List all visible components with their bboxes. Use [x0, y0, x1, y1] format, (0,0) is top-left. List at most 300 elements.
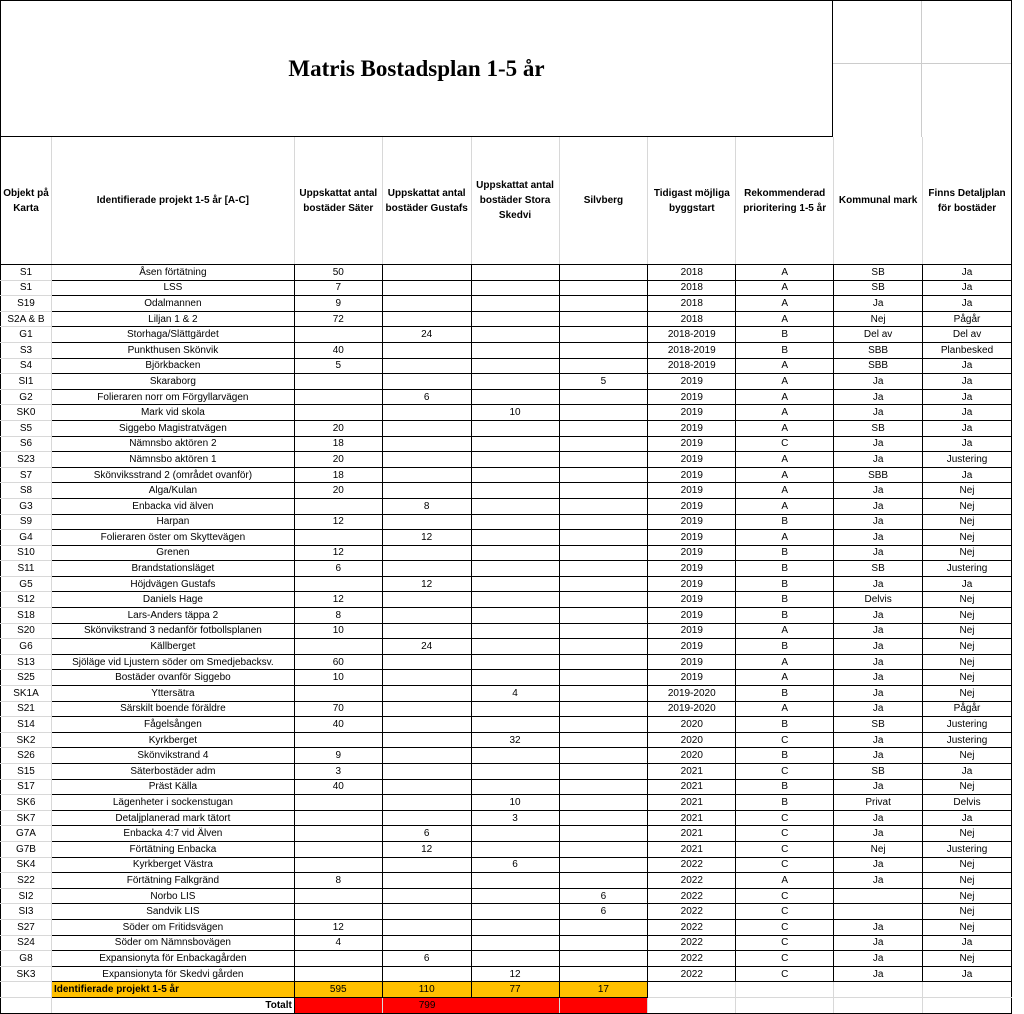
table-cell: [559, 826, 648, 842]
table-cell: [471, 608, 559, 624]
table-cell: [294, 951, 382, 967]
table-cell: Pågår: [923, 311, 1012, 327]
table-cell: Nej: [923, 888, 1012, 904]
table-cell: B: [736, 342, 834, 358]
table-cell: Nej: [923, 951, 1012, 967]
table-cell: Skönvikstrand 3 nedanför fotbollsplanen: [51, 623, 294, 639]
table-cell: [294, 405, 382, 421]
table-row: [1, 530, 1012, 546]
table-cell: [471, 592, 559, 608]
table-cell: Harpan: [51, 514, 294, 530]
table-row: [1, 311, 1012, 327]
table-cell: 2019-2020: [648, 701, 736, 717]
table-cell: [382, 545, 471, 561]
table-cell: [1, 982, 52, 998]
table-cell: Daniels Hage: [51, 592, 294, 608]
table-cell: Säterbostäder adm: [51, 764, 294, 780]
table-cell: B: [736, 686, 834, 702]
table-cell: [559, 857, 648, 873]
table-cell: Storhaga/Slättgärdet: [51, 327, 294, 343]
table-cell: A: [736, 374, 834, 390]
table-cell: C: [736, 904, 834, 920]
table-cell: S1: [1, 280, 52, 296]
table-cell: [294, 576, 382, 592]
table-row: [1, 795, 1012, 811]
table-cell: Norbo LIS: [51, 888, 294, 904]
table-cell: [382, 342, 471, 358]
table-row: [1, 374, 1012, 390]
header-cell: Uppskattat antal bostäder Stora Skedvi: [471, 137, 559, 265]
table-cell: 2018-2019: [648, 342, 736, 358]
table-cell: [559, 810, 648, 826]
table-cell: SBB: [834, 358, 923, 374]
table-cell: Delvis: [834, 592, 923, 608]
table-cell: [471, 919, 559, 935]
table-cell: [382, 701, 471, 717]
table-cell: [559, 342, 648, 358]
table-cell: [382, 467, 471, 483]
total-fill: [559, 997, 648, 1013]
table-cell: [471, 265, 559, 281]
table-cell: [382, 748, 471, 764]
table-row: [1, 888, 1012, 904]
table-cell: A: [736, 654, 834, 670]
table-cell: C: [736, 436, 834, 452]
table-row: [1, 514, 1012, 530]
table-cell: Justering: [923, 452, 1012, 468]
table-cell: 10: [471, 795, 559, 811]
table-cell: [559, 311, 648, 327]
table-cell: A: [736, 467, 834, 483]
table-cell: [471, 764, 559, 780]
table-cell: B: [736, 608, 834, 624]
table-cell: Lars-Anders täppa 2: [51, 608, 294, 624]
table-cell: 6: [294, 561, 382, 577]
table-cell: Nej: [923, 686, 1012, 702]
summary-label: Identifierade projekt 1-5 år: [51, 982, 294, 998]
table-cell: SB: [834, 561, 923, 577]
table-cell: [294, 327, 382, 343]
table-cell: S12: [1, 592, 52, 608]
table-cell: Bostäder ovanför Siggebo: [51, 670, 294, 686]
table-cell: Förtätning Falkgränd: [51, 873, 294, 889]
table-cell: G4: [1, 530, 52, 546]
table-cell: SB: [834, 280, 923, 296]
table-cell: C: [736, 810, 834, 826]
table-cell: B: [736, 327, 834, 343]
table-cell: [834, 997, 923, 1013]
empty-corner-cells: [833, 0, 1012, 137]
table-cell: 24: [382, 639, 471, 655]
table-cell: Ja: [834, 826, 923, 842]
table-cell: 12: [294, 545, 382, 561]
table-cell: 6: [382, 951, 471, 967]
table-cell: 60: [294, 654, 382, 670]
table-cell: [471, 389, 559, 405]
table-cell: Nej: [923, 857, 1012, 873]
total-label: Totalt: [51, 997, 294, 1013]
table-cell: 72: [294, 311, 382, 327]
table-cell: S24: [1, 935, 52, 951]
table-cell: SK3: [1, 966, 52, 982]
table-cell: [559, 420, 648, 436]
table-cell: 3: [294, 764, 382, 780]
table-cell: 40: [294, 779, 382, 795]
table-cell: S4: [1, 358, 52, 374]
table-cell: SI1: [1, 374, 52, 390]
header-cell: Kommunal mark: [834, 137, 923, 265]
table-cell: Ja: [923, 374, 1012, 390]
table-cell: 2018: [648, 280, 736, 296]
table-cell: Ja: [834, 483, 923, 499]
table-cell: A: [736, 405, 834, 421]
table-cell: 10: [294, 623, 382, 639]
table-cell: 2019: [648, 420, 736, 436]
table-cell: [382, 966, 471, 982]
table-row: [1, 904, 1012, 920]
table-row: [1, 280, 1012, 296]
table-row: [1, 592, 1012, 608]
table-cell: [471, 530, 559, 546]
table-cell: LSS: [51, 280, 294, 296]
table-cell: C: [736, 966, 834, 982]
table-cell: Folieraren öster om Skyttevägen: [51, 530, 294, 546]
table-row: [1, 405, 1012, 421]
table-cell: [294, 639, 382, 655]
table-row: [1, 654, 1012, 670]
table-cell: Planbesked: [923, 342, 1012, 358]
table-cell: 5: [559, 374, 648, 390]
table-cell: Ja: [923, 389, 1012, 405]
table-cell: 6: [382, 389, 471, 405]
housing-matrix-table: [0, 137, 1012, 1014]
table-cell: SK2: [1, 732, 52, 748]
table-row: [1, 670, 1012, 686]
table-cell: Ja: [834, 686, 923, 702]
table-cell: [294, 686, 382, 702]
table-cell: [559, 873, 648, 889]
table-row: [1, 717, 1012, 733]
table-cell: 2019: [648, 670, 736, 686]
table-cell: [382, 358, 471, 374]
table-cell: 2021: [648, 779, 736, 795]
table-cell: [559, 467, 648, 483]
table-cell: 2019: [648, 654, 736, 670]
table-cell: Ja: [834, 530, 923, 546]
table-cell: Ja: [923, 576, 1012, 592]
table-cell: [559, 592, 648, 608]
table-cell: SK6: [1, 795, 52, 811]
table-cell: [294, 498, 382, 514]
table-cell: S11: [1, 561, 52, 577]
table-cell: Särskilt boende föräldre: [51, 701, 294, 717]
table-cell: B: [736, 795, 834, 811]
table-row: [1, 873, 1012, 889]
header-row: [1, 137, 1012, 265]
table-cell: Nej: [923, 919, 1012, 935]
table-cell: 10: [471, 405, 559, 421]
table-row: [1, 483, 1012, 499]
table-cell: Ja: [834, 779, 923, 795]
table-cell: S25: [1, 670, 52, 686]
table-cell: Nej: [923, 639, 1012, 655]
summary-skedvi: 77: [471, 982, 559, 998]
table-cell: 2021: [648, 795, 736, 811]
table-cell: [736, 982, 834, 998]
table-cell: SK4: [1, 857, 52, 873]
table-cell: 20: [294, 420, 382, 436]
table-cell: [471, 670, 559, 686]
table-cell: 2021: [648, 810, 736, 826]
table-cell: Björkbacken: [51, 358, 294, 374]
table-cell: Brandstationsläget: [51, 561, 294, 577]
table-cell: Nej: [923, 748, 1012, 764]
table-cell: [471, 483, 559, 499]
table-cell: C: [736, 732, 834, 748]
table-cell: 2019: [648, 561, 736, 577]
table-cell: [559, 498, 648, 514]
table-cell: [559, 841, 648, 857]
table-cell: Ja: [834, 857, 923, 873]
table-cell: A: [736, 265, 834, 281]
table-cell: [382, 654, 471, 670]
table-cell: Ja: [923, 405, 1012, 421]
table-cell: 70: [294, 701, 382, 717]
table-cell: 2019: [648, 530, 736, 546]
table-row: [1, 389, 1012, 405]
table-cell: [559, 608, 648, 624]
table-cell: [382, 280, 471, 296]
title-box: [0, 0, 833, 137]
table-cell: Ja: [923, 935, 1012, 951]
summary-sater: 595: [294, 982, 382, 998]
table-cell: Justering: [923, 561, 1012, 577]
table-cell: [382, 873, 471, 889]
table-cell: [559, 732, 648, 748]
table-row: [1, 919, 1012, 935]
table-cell: [382, 296, 471, 312]
table-cell: Ja: [923, 296, 1012, 312]
table-cell: Nej: [834, 311, 923, 327]
table-cell: [471, 951, 559, 967]
table-cell: [834, 982, 923, 998]
table-cell: Del av: [834, 327, 923, 343]
table-cell: Ja: [834, 374, 923, 390]
table-cell: [294, 530, 382, 546]
table-cell: Nej: [923, 592, 1012, 608]
table-cell: S9: [1, 514, 52, 530]
table-cell: A: [736, 498, 834, 514]
table-cell: G6: [1, 639, 52, 655]
table-row: [1, 857, 1012, 873]
table-cell: S8: [1, 483, 52, 499]
table-cell: 2022: [648, 857, 736, 873]
table-cell: [471, 576, 559, 592]
table-cell: [559, 327, 648, 343]
table-cell: [471, 904, 559, 920]
table-cell: 50: [294, 265, 382, 281]
table-cell: Expansionyta för Skedvi gården: [51, 966, 294, 982]
table-cell: Sandvik LIS: [51, 904, 294, 920]
table-row: [1, 841, 1012, 857]
table-cell: 10: [294, 670, 382, 686]
table-cell: 2018: [648, 311, 736, 327]
table-cell: S5: [1, 420, 52, 436]
table-cell: Nej: [923, 530, 1012, 546]
table-cell: [559, 701, 648, 717]
table-cell: G5: [1, 576, 52, 592]
table-cell: Alga/Kulan: [51, 483, 294, 499]
table-row: [1, 296, 1012, 312]
table-cell: [471, 748, 559, 764]
table-cell: 6: [559, 904, 648, 920]
table-cell: 2021: [648, 841, 736, 857]
table-cell: Ja: [834, 670, 923, 686]
table-cell: Ja: [923, 420, 1012, 436]
table-cell: Ja: [834, 405, 923, 421]
table-cell: 2019: [648, 623, 736, 639]
table-row: [1, 810, 1012, 826]
table-cell: [559, 935, 648, 951]
table-cell: Kyrkberget Västra: [51, 857, 294, 873]
table-cell: Nej: [923, 654, 1012, 670]
table-cell: 7: [294, 280, 382, 296]
table-cell: S7: [1, 467, 52, 483]
table-cell: [559, 795, 648, 811]
table-cell: Nej: [923, 545, 1012, 561]
table-cell: 12: [294, 514, 382, 530]
table-cell: Ja: [923, 467, 1012, 483]
table-cell: 6: [559, 888, 648, 904]
table-cell: Skönviksstrand 2 (området ovanför): [51, 467, 294, 483]
table-cell: S17: [1, 779, 52, 795]
table-cell: [559, 514, 648, 530]
table-cell: 12: [382, 841, 471, 857]
table-cell: Ja: [834, 701, 923, 717]
table-row: [1, 545, 1012, 561]
table-cell: 2019: [648, 436, 736, 452]
table-row: [1, 452, 1012, 468]
table-cell: S23: [1, 452, 52, 468]
table-row: [1, 342, 1012, 358]
table-cell: [471, 545, 559, 561]
table-cell: [834, 888, 923, 904]
table-cell: [559, 545, 648, 561]
table-cell: 20: [294, 452, 382, 468]
table-cell: [923, 982, 1012, 998]
table-cell: 40: [294, 717, 382, 733]
table-cell: Pågår: [923, 701, 1012, 717]
table-cell: Folieraren norr om Förgyllarvägen: [51, 389, 294, 405]
table-cell: [382, 483, 471, 499]
table-cell: B: [736, 545, 834, 561]
table-cell: C: [736, 935, 834, 951]
table-row: [1, 701, 1012, 717]
table-cell: 32: [471, 732, 559, 748]
table-cell: 8: [294, 608, 382, 624]
table-cell: Ja: [834, 514, 923, 530]
table-cell: Mark vid skola: [51, 405, 294, 421]
table-cell: Delvis: [923, 795, 1012, 811]
table-cell: [294, 389, 382, 405]
table-cell: [294, 374, 382, 390]
table-cell: [382, 623, 471, 639]
table-cell: [559, 639, 648, 655]
table-cell: [471, 561, 559, 577]
table-cell: S10: [1, 545, 52, 561]
table-cell: [382, 779, 471, 795]
table-cell: [471, 701, 559, 717]
table-cell: [559, 951, 648, 967]
table-cell: Nej: [923, 608, 1012, 624]
table-cell: [294, 966, 382, 982]
table-cell: 2022: [648, 951, 736, 967]
table-row: [1, 467, 1012, 483]
table-cell: 12: [382, 576, 471, 592]
table-cell: 18: [294, 436, 382, 452]
table-cell: Ja: [834, 966, 923, 982]
table-cell: SBB: [834, 467, 923, 483]
table-cell: Nämnsbo aktören 2: [51, 436, 294, 452]
header-cell: Finns Detaljplan för bostäder: [923, 137, 1012, 265]
table-cell: 2018: [648, 296, 736, 312]
table-cell: Expansionyta för Enbackagården: [51, 951, 294, 967]
table-row: [1, 686, 1012, 702]
table-cell: 2019: [648, 514, 736, 530]
table-cell: 2021: [648, 764, 736, 780]
table-cell: 2019: [648, 592, 736, 608]
table-cell: 5: [294, 358, 382, 374]
table-cell: 2019: [648, 483, 736, 499]
table-cell: [559, 530, 648, 546]
table-cell: [559, 389, 648, 405]
table-cell: Skönvikstrand 4: [51, 748, 294, 764]
table-cell: [471, 452, 559, 468]
table-cell: Ja: [923, 358, 1012, 374]
table-cell: Ja: [834, 873, 923, 889]
table-cell: [471, 311, 559, 327]
table-cell: Nej: [923, 873, 1012, 889]
table-cell: 4: [294, 935, 382, 951]
table-cell: C: [736, 919, 834, 935]
table-row: [1, 498, 1012, 514]
header-cell: Uppskattat antal bostäder Gustafs: [382, 137, 471, 265]
table-row: [1, 623, 1012, 639]
table-cell: SB: [834, 764, 923, 780]
table-row: [1, 951, 1012, 967]
table-cell: 2019: [648, 576, 736, 592]
table-cell: Liljan 1 & 2: [51, 311, 294, 327]
table-cell: [559, 296, 648, 312]
table-cell: [294, 857, 382, 873]
table-cell: SK7: [1, 810, 52, 826]
table-cell: B: [736, 514, 834, 530]
table-cell: Förtätning Enbacka: [51, 841, 294, 857]
table-cell: Del av: [923, 327, 1012, 343]
table-cell: A: [736, 389, 834, 405]
table-cell: [559, 919, 648, 935]
table-cell: Ja: [834, 623, 923, 639]
table-cell: Odalmannen: [51, 296, 294, 312]
table-cell: Höjdvägen Gustafs: [51, 576, 294, 592]
table-cell: [471, 327, 559, 343]
table-cell: [382, 452, 471, 468]
table-cell: Ja: [834, 935, 923, 951]
table-cell: SBB: [834, 342, 923, 358]
table-cell: Ja: [834, 436, 923, 452]
table-cell: 4: [471, 686, 559, 702]
table-cell: [294, 888, 382, 904]
